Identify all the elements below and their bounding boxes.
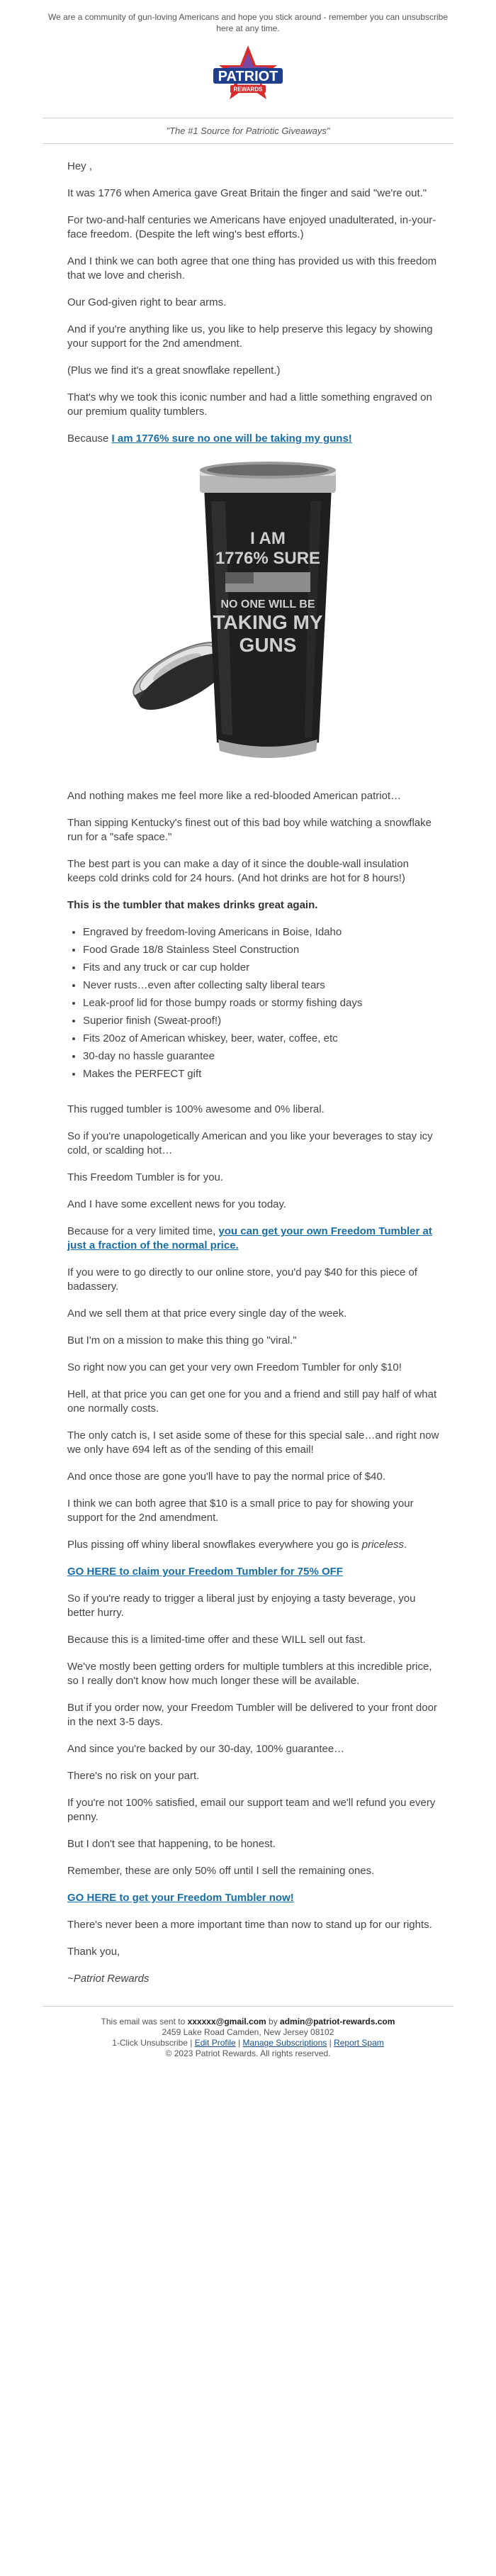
tumbler-image bbox=[119, 459, 388, 771]
claim-tumbler-link[interactable]: GO HERE to claim your Freedom Tumbler for 75% OFF bbox=[67, 1566, 343, 1578]
paragraph: But if you order now, your Freedom Tumbler will be delivered to your front door in the next 3-5 days. bbox=[67, 1702, 437, 1728]
features-list bbox=[67, 925, 439, 1081]
greeting: Hey , bbox=[67, 160, 93, 172]
cta-paragraph-1 bbox=[67, 1565, 439, 1579]
engraving-line-4: TAKING MY bbox=[212, 611, 323, 633]
paragraph: The best part is you can make a day of it since the double-wall insulation keeps cold drinks cold for 24 hours. (And hot drinks are hot for 8 hours!) bbox=[67, 858, 409, 884]
paragraph: The only catch is, I set aside some of these for this special sale…and right now we only have 694 left as of the sending of this email! bbox=[67, 1429, 439, 1456]
list-item: • Superior finish (Sweat-proof!) bbox=[83, 1014, 439, 1028]
paragraph: Than sipping Kentucky's finest out of this bad boy while watching a snowflake run for a "safe space." bbox=[67, 817, 432, 843]
tagline: "The #1 Source for Patriotic Giveaways" bbox=[166, 126, 330, 136]
priceless-paragraph bbox=[67, 1538, 439, 1552]
unsubscribe-link[interactable]: 1-Click Unsubscribe | bbox=[112, 2038, 195, 2048]
list-item: • 30-day no hassle guarantee bbox=[83, 1049, 439, 1064]
preheader-text: We are a community of gun-loving Americans and hope you stick around - remember you can unsubscribe here at any time. bbox=[47, 12, 449, 33]
list-item: • Leak-proof lid for those bumpy roads or stormy fishing days bbox=[83, 996, 439, 1010]
paragraph: It was 1776 when America gave Great Britain the finger and said "we're out." bbox=[67, 187, 427, 199]
email-body bbox=[28, 144, 468, 2006]
paragraph: Our God-given right to bear arms. bbox=[67, 296, 227, 308]
paragraph: (Plus we find it's a great snowflake repellent.) bbox=[67, 364, 281, 377]
paragraph: And nothing makes me feel more like a red-blooded American patriot… bbox=[67, 790, 402, 802]
patriot-rewards-logo bbox=[209, 43, 287, 106]
tumbler-product-image[interactable] bbox=[67, 459, 439, 771]
engraving-line-1: I AM bbox=[249, 529, 286, 548]
paragraph: There's never been a more important time than now to stand up for our rights. bbox=[67, 1919, 432, 1931]
paragraph: If you were to go directly to our online store, you'd pay $40 for this piece of badassery. bbox=[67, 1266, 417, 1293]
paragraph: But I'm on a mission to make this thing go "viral." bbox=[67, 1334, 297, 1346]
paragraph: This Freedom Tumbler is for you. bbox=[67, 1171, 224, 1183]
guns-link[interactable]: I am 1776% sure no one will be taking my guns! bbox=[111, 433, 352, 445]
sender-email: admin@patriot-rewards.com bbox=[280, 2017, 395, 2026]
logo[interactable] bbox=[28, 34, 468, 118]
paragraph: There's no risk on your part. bbox=[67, 1770, 200, 1782]
paragraph: This rugged tumbler is 100% awesome and 0% liberal. bbox=[67, 1103, 325, 1115]
paragraph: And we sell them at that price every single day of the week. bbox=[67, 1307, 347, 1320]
manage-subscriptions-link[interactable]: Manage Subscriptions bbox=[242, 2038, 327, 2048]
paragraph: So if you're ready to trigger a liberal just by enjoying a tasty beverage, you better hurry. bbox=[67, 1593, 416, 1619]
logo-brand-text: PATRIOT bbox=[218, 69, 278, 84]
paragraph: And once those are gone you'll have to pay the normal price of $40. bbox=[67, 1471, 385, 1483]
fraction-price-link[interactable]: you can get your own Freedom Tumbler at just a fraction of the normal price. bbox=[67, 1225, 432, 1251]
paragraph: And I have some excellent news for you today. bbox=[67, 1198, 287, 1210]
engraving-line-2: 1776% SURE bbox=[215, 549, 320, 568]
because-prefix: Because bbox=[67, 433, 112, 445]
priceless-prefix: Plus pissing off whiny liberal snowflakes everywhere you go is bbox=[67, 1539, 362, 1551]
paragraph: And I think we can both agree that one thing has provided us with this freedom that we love and cherish. bbox=[67, 255, 437, 281]
list-item: • Never rusts…even after collecting salty liberal tears bbox=[83, 978, 439, 993]
features-heading: This is the tumbler that makes drinks great again. bbox=[67, 899, 318, 911]
list-item: • Makes the PERFECT gift bbox=[83, 1067, 439, 1081]
paragraph: So right now you can get your very own Freedom Tumbler for only $10! bbox=[67, 1361, 402, 1373]
sent-to-line bbox=[28, 2017, 468, 2027]
paragraph: I think we can both agree that $10 is a small price to pay for showing your support for the 2nd amendment. bbox=[67, 1498, 414, 1524]
paragraph: But I don't see that happening, to be honest. bbox=[67, 1838, 276, 1850]
separator: | bbox=[235, 2038, 243, 2048]
report-spam-link[interactable]: Report Spam bbox=[334, 2038, 384, 2048]
copyright: © 2023 Patriot Rewards. All rights reserved. bbox=[165, 2048, 331, 2058]
engraving-line-5: GUNS bbox=[239, 634, 296, 656]
priceless-suffix: . bbox=[403, 1539, 407, 1551]
footer bbox=[28, 2007, 468, 2063]
edit-profile-link[interactable]: Edit Profile bbox=[194, 2038, 236, 2048]
paragraph: And since you're backed by our 30-day, 100% guarantee… bbox=[67, 1743, 345, 1755]
list-item: • Food Grade 18/8 Stainless Steel Construction bbox=[83, 943, 439, 957]
postal-address: 2459 Lake Road Camden, New Jersey 08102 bbox=[162, 2027, 334, 2037]
list-item: • Engraved by freedom-loving Americans in Boise, Idaho bbox=[83, 925, 439, 939]
offer-prefix: Because for a very limited time, bbox=[67, 1225, 219, 1237]
list-item: • Fits 20oz of American whiskey, beer, water, coffee, etc bbox=[83, 1032, 439, 1046]
priceless-em: priceless bbox=[361, 1539, 404, 1551]
paragraph: For two-and-half centuries we Americans have enjoyed unadulterated, in-your-face freedom. (Despite the left wing's best efforts.) bbox=[67, 214, 436, 240]
paragraph: Remember, these are only 50% off until I sell the remaining ones. bbox=[67, 1865, 375, 1877]
cta-paragraph-2 bbox=[67, 1891, 439, 1905]
logo-sub-text: REWARDS bbox=[233, 86, 263, 93]
footer-links bbox=[28, 2038, 468, 2048]
paragraph: That's why we took this iconic number and had a little something engraved on our premium quality tumblers. bbox=[67, 391, 432, 418]
offer-paragraph bbox=[67, 1225, 439, 1253]
paragraph: If you're not 100% satisfied, email our support team and we'll refund you every penny. bbox=[67, 1797, 436, 1823]
email-container bbox=[28, 0, 468, 2063]
signature: ~Patriot Rewards bbox=[67, 1973, 150, 1985]
paragraph: Because this is a limited-time offer and these WILL sell out fast. bbox=[67, 1634, 366, 1646]
because-paragraph bbox=[67, 432, 439, 446]
recipient-email: xxxxxx@gmail.com bbox=[187, 2017, 266, 2026]
sign-off: Thank you, bbox=[67, 1946, 120, 1958]
paragraph: And if you're anything like us, you like to help preserve this legacy by showing your support for the 2nd amendment. bbox=[67, 323, 433, 350]
paragraph: Hell, at that price you can get one for you and a friend and still pay half of what one normally costs. bbox=[67, 1388, 437, 1415]
get-tumbler-link[interactable]: GO HERE to get your Freedom Tumbler now! bbox=[67, 1892, 294, 1904]
separator: | bbox=[327, 2038, 334, 2048]
paragraph: We've mostly been getting orders for multiple tumblers at this incredible price, so I really don't know how much longer these will be available. bbox=[67, 1661, 432, 1687]
sent-by: by bbox=[266, 2017, 281, 2026]
sent-prefix: This email was sent to bbox=[101, 2017, 188, 2026]
engraving-line-3: NO ONE WILL BE bbox=[220, 598, 315, 610]
list-item: • Fits and any truck or car cup holder bbox=[83, 961, 439, 975]
paragraph: So if you're unapologetically American and you like your beverages to stay icy cold, or scalding hot… bbox=[67, 1130, 433, 1156]
